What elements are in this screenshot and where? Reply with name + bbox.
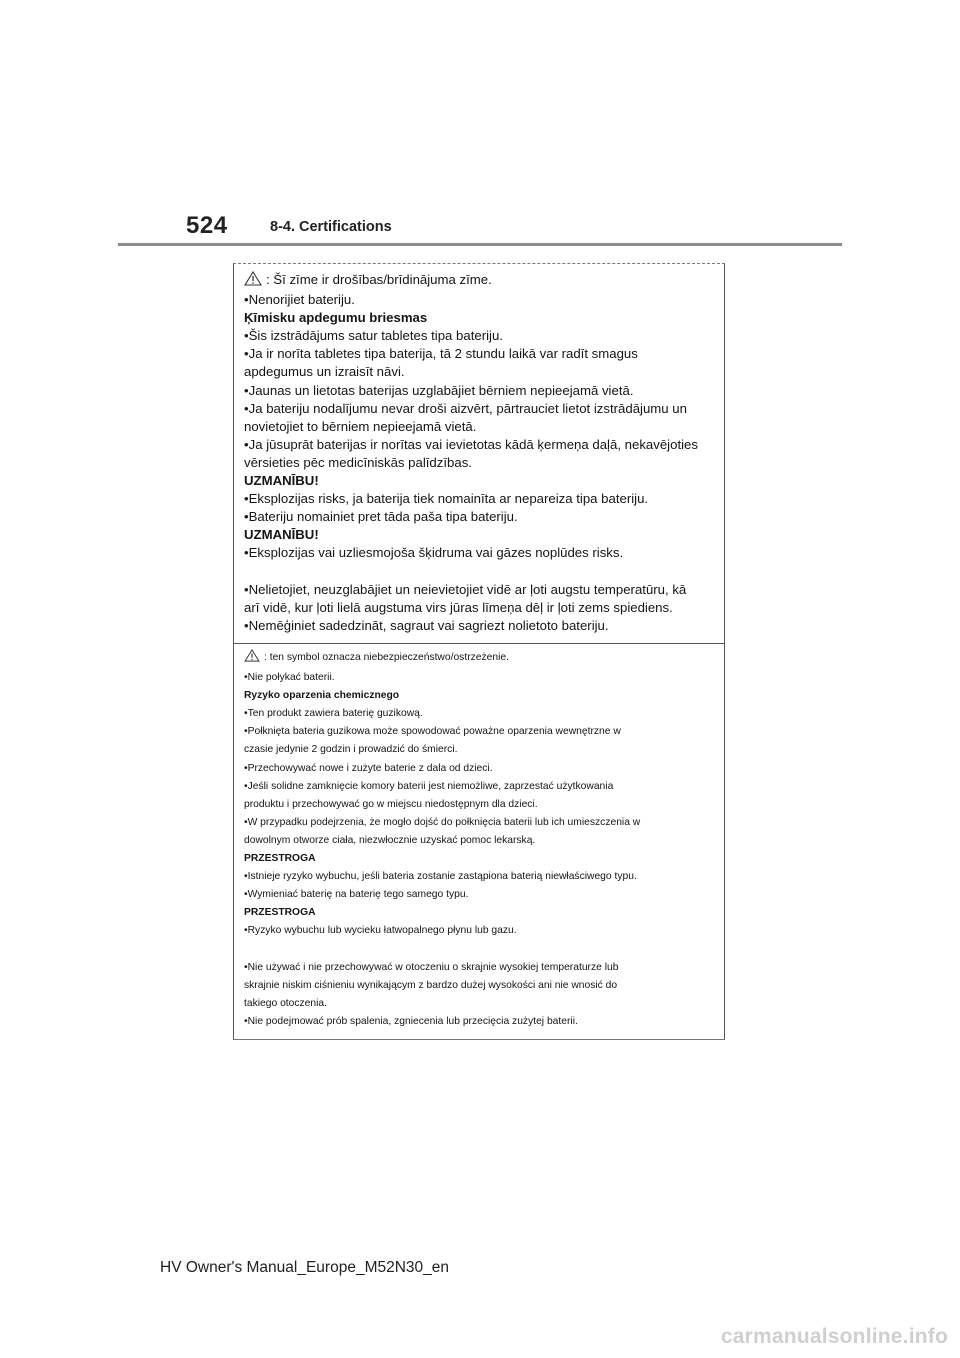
polish-warning-text [244, 649, 712, 1031]
text-line: dowolnym otworze ciała, niezwłocznie uzyskać pomoc lekarską. [244, 834, 536, 846]
text-line: takiego otoczenia. [244, 997, 328, 1009]
text-line: •Nelietojiet, neuzglabājiet un neievietojiet vidē ar ļoti augstu temperatūru, kā [244, 581, 687, 597]
section-heading: Ķīmisku apdegumu briesmas [244, 310, 428, 326]
text-line: novietojiet to bērniem nepieejamā vietā. [244, 418, 477, 434]
text-line: •Šis izstrādājums satur tabletes tipa bateriju. [244, 328, 503, 344]
text-line: •Przechowywać nowe i zużyte baterie z dala od dzieci. [244, 762, 493, 774]
text-line: •Jaunas un lietotas baterijas uzglabājiet bērniem nepieejamā vietā. [244, 382, 634, 398]
frame-bottom-border [233, 1039, 725, 1040]
section-title: 8-4. Certifications [270, 219, 392, 235]
warning-triangle-icon [244, 649, 260, 669]
text-line: •Eksplozijas vai uzliesmojoša šķidruma vai gāzes noplūdes risks. [244, 545, 624, 561]
blank-line [244, 563, 712, 581]
frame-top-border [233, 263, 725, 264]
warning-symbol-text: : ten symbol oznacza niebezpieczeństwo/ostrzeżenie. [264, 652, 509, 663]
text-line: •Nie podejmować prób spalenia, zgniecenia lub przecięcia zużytej baterii. [244, 1015, 578, 1027]
text-line: •Nemēģiniet sadedzināt, sagraut vai sagriezt nolietoto bateriju. [244, 617, 609, 633]
warning-symbol-text: : Šī zīme ir drošības/brīdinājuma zīme. [266, 272, 492, 287]
warning-symbol-line [244, 271, 712, 291]
language-divider [233, 643, 725, 644]
text-line: •Nie używać i nie przechowywać w otoczeniu o skrajnie wysokiej temperaturze lub [244, 961, 619, 973]
blank-line [244, 941, 712, 959]
text-line: arī vidē, kur ļoti lielā augstuma virs jūras līmeņa dēļ ir ļoti zems spiediens. [244, 599, 673, 615]
section-heading: UZMANĪBU! [244, 473, 319, 489]
text-line: •Ten produkt zawiera baterię guzikową. [244, 708, 423, 720]
watermark: carmanualsonline.info [720, 1325, 948, 1348]
text-line: czasie jedynie 2 godzin i prowadzić do śmierci. [244, 744, 458, 756]
latvian-warning-text [244, 271, 712, 635]
section-heading: PRZESTROGA [244, 907, 316, 919]
page-number: 524 [186, 212, 228, 239]
section-heading: PRZESTROGA [244, 853, 316, 865]
text-line: •Jeśli solidne zamknięcie komory baterii jest niemożliwe, zaprzestać użytkowania [244, 780, 614, 792]
manual-footer: HV Owner's Manual_Europe_M52N30_en [160, 1259, 450, 1276]
text-line: •Połknięta bateria guzikowa może spowodować poważne oparzenia wewnętrzne w [244, 726, 621, 738]
header-rule [118, 243, 842, 246]
text-line: •Eksplozijas risks, ja baterija tiek nomainīta ar nepareiza tipa bateriju. [244, 491, 649, 507]
text-line: •Ryzyko wybuchu lub wycieku łatwopalnego płynu lub gazu. [244, 925, 517, 937]
text-line: •Bateriju nomainiet pret tāda paša tipa bateriju. [244, 509, 518, 525]
text-line: •Nenorijiet bateriju. [244, 292, 355, 308]
text-line: •Ja bateriju nodalījumu nevar droši aizvērt, pārtrauciet lietot izstrādājumu un [244, 400, 687, 416]
warning-triangle-icon [244, 271, 262, 291]
text-line: •Istnieje ryzyko wybuchu, jeśli bateria zostanie zastąpiona baterią niewłaściwego typu. [244, 871, 637, 883]
text-line: produktu i przechowywać go w miejscu niedostępnym dla dzieci. [244, 798, 538, 810]
text-line: •W przypadku podejrzenia, że mogło dojść do połknięcia baterii lub ich umieszczenia w [244, 816, 641, 828]
text-line: •Ja jūsuprāt baterijas ir norītas vai ievietotas kādā ķermeņa daļā, nekavējoties [244, 436, 698, 452]
section-heading: Ryzyko oparzenia chemicznego [244, 690, 400, 702]
text-line: •Nie połykać baterii. [244, 672, 335, 684]
section-heading: UZMANĪBU! [244, 527, 319, 543]
text-line: •Wymieniać baterię na baterię tego samego typu. [244, 889, 469, 901]
text-line: vērsieties pēc medicīniskās palīdzības. [244, 454, 472, 470]
warning-symbol-line [244, 649, 712, 669]
text-line: apdegumus un izraisīt nāvi. [244, 364, 405, 380]
text-line: •Ja ir norīta tabletes tipa baterija, tā 2 stundu laikā var radīt smagus [244, 346, 638, 362]
text-line: skrajnie niskim ciśnieniu wynikającym z bardzo dużej wysokości ani nie wnosić do [244, 979, 618, 991]
